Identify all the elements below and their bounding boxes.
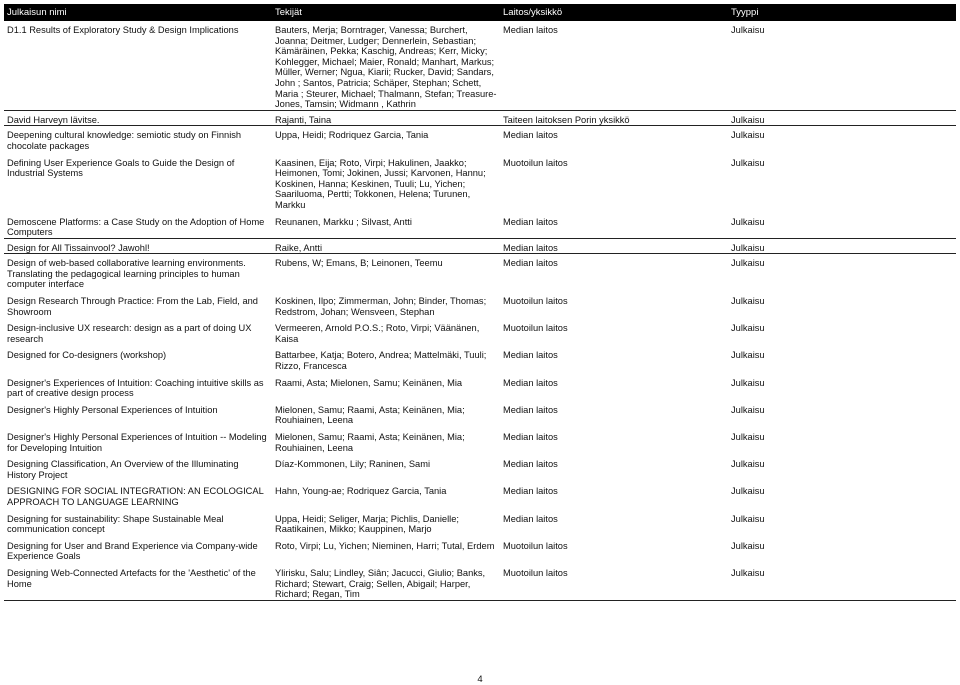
publication-title: Design Research Through Practice: From the Lab, Field, and Showroom: [7, 296, 258, 317]
publication-type: Julkaisu: [731, 567, 765, 578]
publication-title: Design of web-based collaborative learning environments. Translating the pedagogical learning principles to human computer interface: [7, 258, 246, 290]
table-row: [4, 349, 956, 371]
table-row: [4, 129, 956, 151]
header-type: Tyyppi: [728, 4, 956, 21]
authors: Roto, Virpi; Lu, Yichen; Nieminen, Harri; Tutal, Erdem: [275, 540, 495, 551]
publication-title: DESIGNING FOR SOCIAL INTEGRATION: AN ECOLOGICAL APPROACH TO LANGUAGE LEARNING: [7, 486, 264, 507]
publication-type: Julkaisu: [731, 323, 765, 334]
publication-type: Julkaisu: [731, 216, 765, 227]
publication-type: Julkaisu: [731, 459, 765, 470]
publication-title: Designer's Highly Personal Experiences of Intuition: [7, 404, 218, 415]
unit: Muotoilun laitos: [503, 157, 568, 168]
publication-type: Julkaisu: [731, 513, 765, 524]
unit: Muotoilun laitos: [503, 567, 568, 578]
unit: Median laitos: [503, 459, 558, 470]
unit: Muotoilun laitos: [503, 296, 568, 307]
publication-type: Julkaisu: [731, 540, 765, 551]
authors: Rajanti, Taina: [275, 114, 332, 125]
unit: Muotoilun laitos: [503, 323, 568, 334]
table-header: [4, 4, 956, 21]
table-body: [4, 21, 956, 600]
publication-type: Julkaisu: [731, 296, 765, 307]
publication-title: Defining User Experience Goals to Guide the Design of Industrial Systems: [7, 157, 235, 179]
unit: Median laitos: [503, 404, 558, 415]
unit: Taiteen laitoksen Porin yksikkö: [503, 114, 630, 125]
unit: Median laitos: [503, 258, 558, 269]
unit: Median laitos: [503, 513, 558, 524]
authors: Raami, Asta; Mielonen, Samu; Keinänen, Mia: [275, 377, 463, 388]
unit: Median laitos: [503, 377, 558, 388]
publication-title: Designing for sustainability: Shape Sustainable Meal communication concept: [7, 513, 224, 535]
authors: Koskinen, Ilpo; Zimmerman, John; Binder, Thomas; Redstrom, Johan; Wensveen, Stephan: [275, 296, 487, 317]
table-row: [4, 322, 956, 344]
authors: Díaz-Kommonen, Lily; Raninen, Sami: [275, 459, 431, 470]
authors: Reunanen, Markku ; Silvast, Antti: [275, 216, 412, 227]
authors: Raike, Antti: [275, 242, 323, 253]
header-title: Julkaisun nimi: [4, 4, 272, 21]
unit: Median laitos: [503, 25, 558, 35]
table-row: [4, 295, 956, 317]
publication-type: Julkaisu: [731, 114, 765, 125]
publication-title: D1.1 Results of Exploratory Study & Design Implications: [7, 25, 239, 35]
publication-title: Demoscene Platforms: a Case Study on the Adoption of Home Computers: [7, 216, 265, 238]
publication-title: Designer's Highly Personal Experiences of Intuition -- Modeling for Developing Intuition: [7, 432, 267, 453]
table-row: [4, 24, 956, 110]
authors: Mielonen, Samu; Raami, Asta; Keinänen, Mia; Rouhiainen, Leena: [275, 432, 465, 453]
publication-type: Julkaisu: [731, 377, 765, 388]
authors: Bauters, Merja; Borntrager, Vanessa; Burchert, Joanna; Deitmer, Ludger; Dennerlein, Sebastian; Kämäräinen, Pekka; Kaschig, Andreas; Kerr, Micky; Kohlegger, Michael; Maier, Ronald; Manhart, Markus; Müller, Werner; Ngua, Kiarii; Rucker, David; Sandars, John ; Santos, Patricia; Schäper, Stephan; Schett, Maria ; Steurer, Michael; Thalmann, Stefan; Treasure-Jones, Tamsin; Widmann , Kathrin: [275, 25, 497, 110]
publication-type: Julkaisu: [731, 432, 765, 442]
publication-type: Julkaisu: [731, 130, 765, 141]
table-row: [4, 242, 956, 254]
authors: Uppa, Heidi; Rodriquez Garcia, Tania: [275, 130, 429, 141]
table-row: [4, 157, 956, 211]
table-row: [4, 513, 956, 535]
publication-title: David Harveyn lävitse.: [7, 114, 100, 125]
publication-type: Julkaisu: [731, 258, 765, 269]
unit: Muotoilun laitos: [503, 540, 568, 551]
publication-title: Design for All Tissainvool? Jawohl!: [7, 242, 150, 253]
authors: Rubens, W; Emans, B; Leinonen, Teemu: [275, 258, 443, 269]
table-row: [4, 431, 956, 453]
publication-type: Julkaisu: [731, 350, 765, 361]
table-row: [4, 404, 956, 426]
table-row: [4, 540, 956, 562]
unit: Median laitos: [503, 350, 558, 361]
publication-title: Designing Web-Connected Artefacts for the 'Aesthetic' of the Home: [7, 567, 256, 589]
header-authors: Tekijät: [272, 4, 500, 21]
publication-type: Julkaisu: [731, 242, 765, 253]
table-row: [4, 377, 956, 399]
authors: Kaasinen, Eija; Roto, Virpi; Hakulinen, Jaakko; Heimonen, Tomi; Jokinen, Jussi; Karvonen, Hannu; Koskinen, Hanna; Keskinen, Tuuli; Lu, Yichen; Saariluoma, Pertti; Tokkonen, Helena; Turunen, Markku: [275, 157, 486, 210]
authors: Vermeeren, Arnold P.O.S.; Roto, Virpi; Väänänen, Kaisa: [275, 323, 480, 344]
table-row: [4, 114, 956, 126]
group-divider: [4, 600, 956, 601]
authors: Ylirisku, Salu; Lindley, Siân; Jacucci, Giulio; Banks, Richard; Stewart, Craig; Sellen, Abigail; Harper, Richard; Regan, Tim: [275, 567, 486, 600]
unit: Median laitos: [503, 432, 558, 442]
publication-title: Design-inclusive UX research: design as a part of doing UX research: [7, 323, 252, 344]
unit: Median laitos: [503, 130, 558, 141]
publication-title: Designing Classification, An Overview of the Illuminating History Project: [7, 459, 239, 480]
publication-type: Julkaisu: [731, 404, 765, 415]
authors: Battarbee, Katja; Botero, Andrea; Mattelmäki, Tuuli; Rizzo, Francesca: [275, 350, 487, 372]
table-row: [4, 485, 956, 507]
page-number: 4: [477, 674, 483, 685]
unit: Median laitos: [503, 216, 558, 227]
publication-type: Julkaisu: [731, 486, 765, 497]
table-row: [4, 567, 956, 600]
publication-table: [4, 4, 956, 601]
publication-type: Julkaisu: [731, 25, 765, 35]
table-row: [4, 458, 956, 480]
authors: Mielonen, Samu; Raami, Asta; Keinänen, Mia; Rouhiainen, Leena: [275, 404, 465, 426]
publication-list-page: [4, 4, 956, 601]
publication-title: Designer's Experiences of Intuition: Coaching intuitive skills as part of creative design process: [7, 377, 264, 399]
publication-title: Designed for Co-designers (workshop): [7, 350, 167, 361]
table-row: [4, 257, 956, 290]
authors: Hahn, Young-ae; Rodriquez Garcia, Tania: [275, 486, 447, 497]
publication-title: Deepening cultural knowledge: semiotic study on Finnish chocolate packages: [7, 130, 242, 151]
table-row: [4, 216, 956, 238]
header-unit: Laitos/yksikkö: [500, 4, 728, 21]
unit: Median laitos: [503, 242, 558, 253]
authors: Uppa, Heidi; Seliger, Marja; Pichlis, Danielle; Raatikainen, Mikko; Kauppinen, Marjo: [275, 513, 459, 535]
publication-type: Julkaisu: [731, 157, 765, 168]
unit: Median laitos: [503, 486, 558, 497]
publication-title: Designing for User and Brand Experience via Company-wide Experience Goals: [7, 540, 258, 562]
